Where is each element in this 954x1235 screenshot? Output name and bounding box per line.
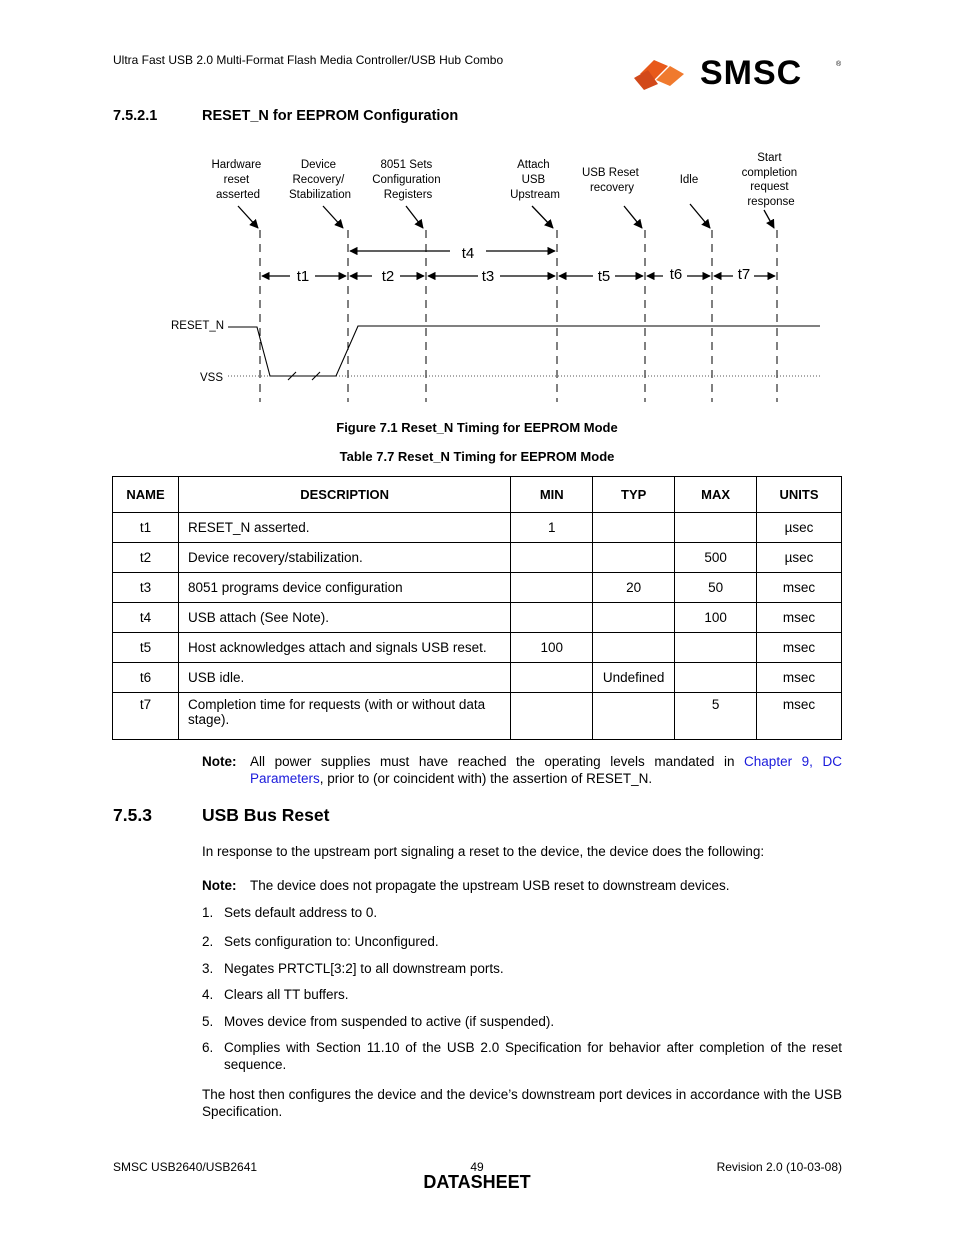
- cell-description: Completion time for requests (with or without data stage).: [178, 693, 510, 740]
- column-header: MIN: [511, 477, 593, 513]
- cell-name: t4: [113, 603, 179, 633]
- footer-page-number: 49: [470, 1160, 484, 1174]
- logo-text: SMSC: [700, 54, 803, 92]
- section-title: USB Bus Reset: [202, 805, 330, 825]
- figure-caption: Figure 7.1 Reset_N Timing for EEPROM Mode: [336, 420, 618, 435]
- list-text: Clears all TT buffers.: [224, 987, 349, 1002]
- cell-description: USB attach (See Note).: [178, 603, 510, 633]
- cell-min: [511, 693, 593, 740]
- cell-typ: [593, 603, 675, 633]
- svg-text:Idle: [680, 174, 699, 186]
- list-text: Complies with Section 11.10 of the USB 2.0 Specification for behavior after completion of the reset sequence.: [224, 1040, 842, 1072]
- section-753-heading: [113, 805, 329, 826]
- cell-typ: Undefined: [593, 663, 675, 693]
- cell-min: [511, 573, 593, 603]
- event-label: response: [747, 196, 795, 208]
- cell-max: 500: [675, 543, 757, 573]
- event-label: Device: [300, 159, 336, 171]
- cell-max: 50: [675, 573, 757, 603]
- list-text: Sets default address to 0.: [224, 905, 378, 920]
- note-text: , prior to (or coincident with) the assertion of RESET_N.: [319, 771, 653, 786]
- cell-name: t1: [113, 513, 179, 543]
- event-label: Configuration: [372, 174, 441, 186]
- interval-label: t5: [597, 268, 611, 285]
- cell-min: [511, 663, 593, 693]
- list-text: Negates PRTCTL[3:2] to all downstream ports.: [224, 961, 504, 976]
- cell-min: 1: [511, 513, 593, 543]
- cell-typ: [593, 543, 675, 573]
- footer-revision: Revision 2.0 (10-03-08): [716, 1160, 842, 1174]
- column-header: NAME: [113, 477, 179, 513]
- table-header-row: [113, 477, 842, 513]
- cell-units: msec: [757, 603, 842, 633]
- section-title: RESET_N for EEPROM Configuration: [202, 108, 459, 124]
- cell-name: t2: [113, 543, 179, 573]
- header-title: Ultra Fast USB 2.0 Multi-Format Flash Media Controller/USB Hub Combo: [113, 53, 504, 67]
- cell-description: Device recovery/stabilization.: [178, 543, 510, 573]
- column-header: UNITS: [757, 477, 842, 513]
- timing-table: [112, 476, 842, 740]
- svg-text:®: ®: [836, 61, 842, 68]
- cell-typ: [593, 513, 675, 543]
- svg-text:Hardware reset ass: [211, 159, 264, 201]
- cell-units: msec: [757, 663, 842, 693]
- table-row: [113, 573, 842, 603]
- note-no-propagate: [202, 877, 842, 894]
- event-label: Stabilization: [288, 189, 352, 201]
- cell-name: t5: [113, 633, 179, 663]
- closing-paragraph: The host then configures the device and the device’s downstream port devices in accordance with the USB Specification.: [202, 1087, 842, 1119]
- list-item: [202, 933, 842, 950]
- cell-name: t6: [113, 663, 179, 693]
- cell-typ: 20: [593, 573, 675, 603]
- list-number: 6.: [202, 1040, 214, 1055]
- table-row: [113, 693, 842, 740]
- cell-description: USB idle.: [178, 663, 510, 693]
- note-power-supplies: [202, 753, 842, 787]
- event-label: Start: [757, 152, 782, 164]
- note-label: Note:: [202, 878, 237, 893]
- cell-min: [511, 543, 593, 573]
- interval-label: t1: [296, 268, 310, 285]
- interval-label: t2: [381, 268, 395, 285]
- intro-paragraph: In response to the upstream port signaling a reset to the device, the device does the following:: [202, 844, 765, 859]
- cell-max: [675, 513, 757, 543]
- cell-units: msec: [757, 633, 842, 663]
- column-header: MAX: [675, 477, 757, 513]
- interval-label: t3: [481, 268, 495, 285]
- table-row: [113, 663, 842, 693]
- cell-units: µsec: [757, 543, 842, 573]
- event-label: asserted: [215, 189, 261, 201]
- cell-name: t7: [113, 693, 179, 740]
- event-label: Hardware: [211, 159, 262, 171]
- event-label: USB Reset: [581, 167, 639, 179]
- table-row: [113, 543, 842, 573]
- event-label: USB: [521, 174, 546, 186]
- interval-label: t7: [737, 266, 751, 283]
- cell-units: µsec: [757, 513, 842, 543]
- cell-max: 5: [675, 693, 757, 740]
- column-header: TYP: [593, 477, 675, 513]
- event-label: 8051 Sets: [380, 159, 433, 171]
- list-item: [202, 904, 842, 921]
- event-label: recovery: [589, 182, 635, 194]
- cell-max: [675, 633, 757, 663]
- svg-text:Device Recovery/ S: [289, 159, 351, 201]
- cell-units: msec: [757, 693, 842, 740]
- event-label: completion: [741, 167, 798, 179]
- cell-description: Host acknowledges attach and signals USB reset.: [178, 633, 510, 663]
- cell-min: 100: [511, 633, 593, 663]
- smsc-logo: [634, 52, 844, 92]
- svg-text:Attach USB Upstrea: [510, 159, 560, 201]
- svg-text:USB Reset recovery: [582, 167, 642, 194]
- note-text: All power supplies must have reached the operating levels mandated in: [250, 754, 745, 769]
- list-number: 3.: [202, 961, 214, 976]
- interval-label: t6: [669, 266, 683, 283]
- cell-units: msec: [757, 573, 842, 603]
- list-number: 2.: [202, 934, 214, 949]
- list-item: [202, 986, 842, 1003]
- list-number: 4.: [202, 987, 214, 1002]
- svg-text:8051 Sets Configuration: [372, 159, 444, 201]
- cell-name: t3: [113, 573, 179, 603]
- footer-datasheet: DATASHEET: [423, 1172, 531, 1192]
- section-number: 7.5.3: [113, 805, 152, 825]
- section-7521-heading: [113, 108, 458, 124]
- svg-text:Start completion r: [742, 152, 801, 208]
- note-text: The device does not propagate the upstream USB reset to downstream devices.: [250, 878, 730, 893]
- event-label: Registers: [383, 189, 433, 201]
- cell-typ: [593, 633, 675, 663]
- cell-max: 100: [675, 603, 757, 633]
- timing-diagram: [160, 148, 830, 408]
- column-header: DESCRIPTION: [178, 477, 510, 513]
- event-label: Idle: [679, 174, 699, 186]
- list-text: Sets configuration to: Unconfigured.: [224, 934, 439, 949]
- table-row: [113, 513, 842, 543]
- list-item: [202, 1013, 842, 1030]
- list-item: [202, 1039, 842, 1073]
- list-number: 1.: [202, 905, 214, 920]
- list-text: Moves device from suspended to active (if suspended).: [224, 1014, 555, 1029]
- note-label: Note:: [202, 754, 237, 769]
- cell-max: [675, 663, 757, 693]
- event-label: Recovery/: [292, 174, 345, 186]
- event-label: request: [750, 181, 789, 193]
- footer-part-number: SMSC USB2640/USB2641: [113, 1160, 258, 1174]
- cell-description: 8051 programs device configuration: [178, 573, 510, 603]
- cell-description: RESET_N asserted.: [178, 513, 510, 543]
- table-row: [113, 603, 842, 633]
- section-number: 7.5.2.1: [113, 108, 158, 124]
- table-row: [113, 633, 842, 663]
- event-label: reset: [223, 174, 250, 186]
- event-label: Upstream: [510, 189, 560, 201]
- vss-label: VSS: [200, 372, 224, 384]
- table-caption: Table 7.7 Reset_N Timing for EEPROM Mode: [339, 449, 615, 464]
- list-number: 5.: [202, 1014, 214, 1029]
- reset-n-label: RESET_N: [171, 320, 225, 332]
- cell-typ: [593, 693, 675, 740]
- event-label: Attach: [517, 159, 550, 171]
- list-item: [202, 960, 842, 977]
- interval-label: t4: [461, 245, 475, 262]
- cell-min: [511, 603, 593, 633]
- chapter-9-link[interactable]: Chapter 9, DC Parameters: [250, 754, 842, 786]
